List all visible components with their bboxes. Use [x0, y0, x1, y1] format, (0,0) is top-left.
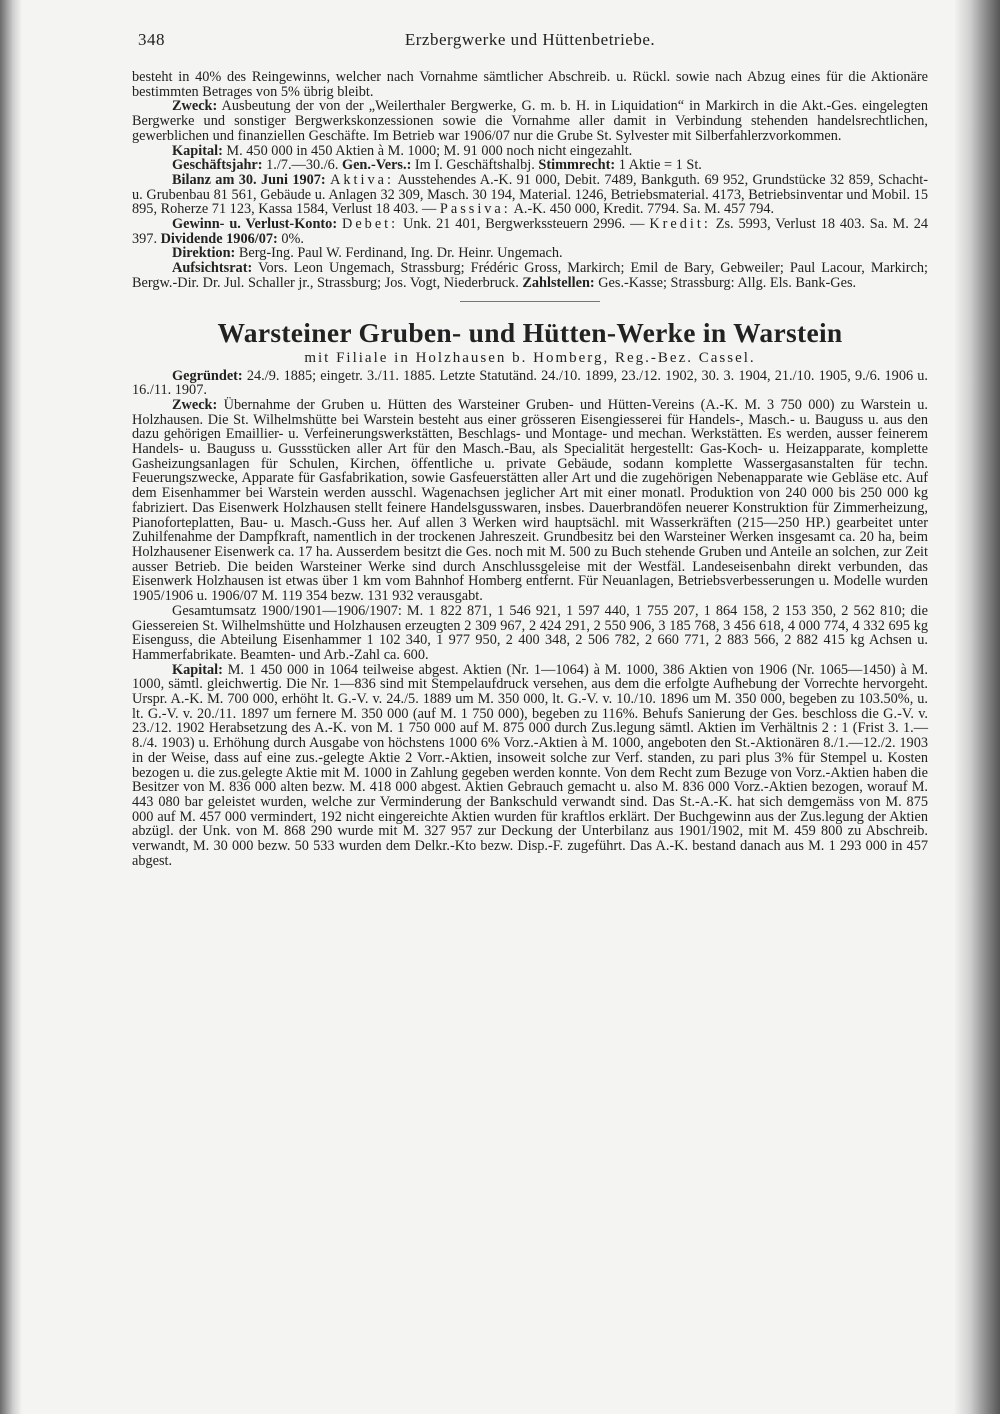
zweck2-label: Zweck:	[172, 396, 218, 413]
page-number: 348	[138, 30, 165, 49]
direktion-label: Direktion:	[172, 245, 236, 262]
entry2-gesamtumsatz: Gesamtumsatz 1900/1901—1906/1907: M. 1 822 871, 1 546 921, 1 597 440, 1 755 207, 1 864 158, 2 153 350, 2 562 810; die Giessereien St. Wilhelmshütte und Holzhausen erzeugten 2 309 967, 2 424 291, 2 550 906, 3 185 768, 3 456 618, 4 000 774, 4 332 695 kg Eisenguss, die Abteilung Eisenhammer 1 102 340, 1 977 950, 2 400 348, 2 506 782, 2 660 771, 2 883 566, 2 882 415 kg Achsen u. Hammerfabrikate. Beamten- und Arb.-Zahl ca. 600.	[132, 602, 928, 663]
entry1-bilanz	[132, 173, 928, 217]
geschaeftsjahr-text: 1./7.—30./6.	[266, 157, 339, 174]
stimmrecht-text: 1 Aktie = 1 St.	[618, 157, 702, 174]
zweck2-text: Übernahme der Gruben u. Hütten des Warsteiner Gruben- und Hütten-Vereins (A.-K. M. 3 750 000) zu Warstein u. Holzhausen. Die St. Wilhelmshütte bei Warstein besteht aus einer grösseren Eisengiesserei für Handels-, Masch.- u. Bauguss u. aus den dazu gehörigen Emaillier- u. Verfeinerungswerkstätten, Beschlags- und Montage- und mechan. Werkstätten. Es werden, ausser feinerem Handels- u. Bauguss u. Gussstücken aller Art für den Masch.-Bau, als Specialität hergestellt: Gas-Koch- u. Heizapparate, komplette Gasheizungsanlagen für Schulen, Kirchen, öffentliche u. private Gebäude, sodann komplette Wassergasanstalten für techn. Feuerungszwecke, Apparate für Gasfabrikation, sowie Gasfeuerstätten aller Art und die zugehörigen Nebenapparate wie Gebläse etc. Auf dem Eisenhammer bei Warstein werden ausschl. Wagenachsen jeglicher Art mit einer monatl. Produktion von 240 000 bis 250 000 kg fabriziert. Das Eisenwerk Holzhausen stellt feinere Handelsgusswaren, insbes. Dauerbrandöfen neuerer Konstruktion für Zimmerheizung, Pianoforteplatten, Bau- u. Masch.-Guss her. Auf allen 3 Werken wird hauptsächl. mit Wasserkräften (215—250 HP.) gearbeitet unter Zuhilfenahme der Dampfkraft, namentlich in der trockenen Jahreszeit. Grundbesitz bei den Warsteiner Werken insgesamt ca. 20 ha, beim Holzhausener Eisenwerk ca. 17 ha. Ausserdem besitzt die Ges. noch mit M. 500 zu Buch stehende Gruben und Anteile an solchen, zur Zeit ausser Betrieb. Die beiden Warsteiner Werke sind durch Anschlussgeleise mit der Westfäl. Landeseisenbahn direkt verbunden, das Eisenwerk Holzhausen ist etwas über 1 km vom Bahnhof Homberg entfernt. Für Neuanlagen, Betriebsverbesserungen u. Modelle wurden 1905/1906 u. 1906/07 M. 119 354 bezw. 131 932 verausgabt.	[132, 396, 928, 605]
guv-kredit: Zs. 5993, Verlust 18 403. Sa. M. 24 397.	[132, 216, 929, 247]
stimmrecht-label: Stimmrecht:	[538, 157, 616, 174]
direktion-text: Berg-Ing. Paul W. Ferdinand, Ing. Dr. Heinr. Ungemach.	[238, 245, 563, 262]
entry2-kapital	[132, 663, 928, 869]
company-subheading: mit Filiale in Holzhausen b. Homberg, Reg.-Bez. Cassel.	[304, 349, 756, 366]
bilanz-label: Bilanz am 30. Juni 1907:	[172, 171, 326, 188]
geschaeftsjahr-label: Geschäftsjahr:	[172, 157, 263, 174]
dividende-text: 0%.	[281, 230, 304, 247]
bilanz-aktiva: Ausstehendes A.-K. 91 000, Debit. 7489, Bankguth. 69 952, Grundstücke 32 859, Schacht- u. Grubenbau 81 561, Gebäude u. Anlagen 32 309, Masch. 30 194, Material. 1246, Betriebsmaterial. 4173, Betriebsinventar und Mobil. 15 895, Roherze 71 123, Kassa 1584, Verlust 18 403. —	[132, 171, 929, 218]
section-divider	[460, 301, 600, 302]
kapital2-text: M. 1 450 000 in 1064 teilweise abgest. Aktien (Nr. 1—1064) à M. 1000, 386 Aktien von 1906 (Nr. 1065—1450) à M. 1000, sämtl. gleichwertig. Die Nr. 1—836 sind mit Stempelaufdruck versehen, aus dem die erfolgte Aufhebung der Vorrechte hervorgeht. Urspr. A.-K. M. 700 000, erhöht lt. G.-V. v. 24./5. 1889 um M. 350 000, lt. G.-V. v. 10./10. 1896 um M. 350 000, begeben zu 103.50%, u. lt. G.-V. v. 20./11. 1897 um fernere M. 350 000 (auf M. 1 750 000), begeben zu 116%. Behufs Sanierung der Ges. beschloss die G.-V. v. 23./12. 1902 Herabsetzung des A.-K. von M. 1 750 000 auf M. 875 000 durch Zus.legung sämtl. Aktien im Verhältnis 2 : 1 (Frist 3. 1.—8./4. 1903) u. Erhöhung durch Ausgabe von höchstens 1000 6% Vorz.-Aktien à M. 1000, angeboten den St.-Aktionären 8./1.—12./2. 1903 in der Weise, dass auf eine zus.-gelegte Aktie 2 Vorr.-Aktien, insoweit solche zur Verf. standen, zu pari plus 3% für Stempel u. Kosten bezogen u. die zus.gelegte Aktie mit M. 1000 in Zahlung gegeben werden konnte. Von dem Recht zum Bezuge von Vorz.-Aktien haben die Besitzer von M. 836 000 alten bezw. M. 418 000 abgest. Aktien Gebrauch gemacht u. also M. 836 000 Vorz.-Aktien bezogen, worauf M. 443 080 bar geleistet wurden, welche zur Verminderung der Bankschuld verwandt sind. Das St.-A.-K. hat sich demgemäss von M. 875 000 auf M. 457 000 vermindert, 192 nicht eingereichte Aktien wurden für kraftlos erklärt. Der Buchgewinn aus der Zus.legung der Aktien abzügl. der Unk. von M. 868 290 wurde mit M. 327 957 zur Deckung der Unterbilanz aus 1901/1902, mit M. 459 800 zu Abschreib. verwandt, M. 30 000 bezw. 50 533 wurden dem Delkr.-Kto bezw. Disp.-F. zugeführt. Das A.-K. bestand danach aus M. 1 293 000 in 457 abgest.	[132, 661, 929, 869]
entry2-gegruendet	[132, 369, 928, 398]
company-heading: Warsteiner Gruben- und Hütten-Werke in Warstein	[217, 316, 843, 348]
entry1-aufsichtsrat	[132, 261, 928, 290]
running-header	[132, 30, 928, 70]
aktiva-word: Aktiva:	[330, 171, 394, 188]
genvers-text: Im I. Geschäftshalbj.	[414, 157, 535, 174]
genvers-label: Gen.-Vers.:	[341, 157, 412, 174]
kredit-word: Kredit:	[649, 216, 711, 233]
dividende-label: Dividende 1906/07:	[160, 230, 278, 247]
page-body	[132, 70, 928, 868]
page-edge-right	[954, 0, 1000, 1414]
guv-label: Gewinn- u. Verlust-Konto:	[172, 216, 338, 233]
entry1-geschaeftsjahr	[132, 158, 928, 173]
aufsichtsrat-label: Aufsichtsrat:	[172, 260, 253, 277]
zweck-label: Zweck:	[172, 98, 218, 115]
gegruendet-label: Gegründet:	[172, 367, 243, 384]
entry1-zweck	[132, 99, 928, 143]
zahlstellen-label: Zahlstellen:	[522, 274, 595, 291]
gegruendet-text: 24./9. 1885; eingetr. 3./11. 1885. Letzte Statutänd. 24./10. 1899, 23./12. 1902, 30. 3. 1904, 21./10. 1905, 9./6. 1906 u. 16./11. 1907.	[132, 367, 928, 399]
kapital-label: Kapital:	[172, 142, 223, 159]
entry2-zweck	[132, 398, 928, 604]
guv-debet: Unk. 21 401, Bergwerkssteuern 2996. —	[403, 216, 645, 233]
entry1-intro: besteht in 40% des Reingewinns, welcher nach Vornahme sämtlicher Abschreib. u. Rückl. sowie nach Abzug eines für die Aktionäre bestimmten Betrages von 5% übrig bleibt.	[132, 69, 928, 100]
aufsichtsrat-text: Vors. Leon Ungemach, Strassburg; Frédéric Gross, Markirch; Emil de Bary, Gebweiler; Paul Lacour, Markirch; Bergw.-Dir. Dr. Jul. Schaller jr., Strassburg; Jos. Vogt, Niederbruck.	[132, 260, 928, 291]
entry1-direktion	[132, 246, 928, 261]
debet-word: Debet:	[342, 216, 399, 233]
kapital-text: M. 450 000 in 450 Aktien à M. 1000; M. 91 000 noch nicht eingezahlt.	[226, 142, 633, 159]
passiva-word: Passiva:	[439, 201, 511, 218]
entry1-guv	[132, 217, 928, 246]
entry1-kapital	[132, 144, 928, 159]
zahlstellen-text: Ges.-Kasse; Strassburg: Allg. Els. Bank-Ges.	[598, 274, 857, 291]
binding-shadow-left	[0, 0, 22, 1414]
running-title: Erzbergwerke und Hüttenbetriebe.	[404, 30, 656, 49]
kapital2-label: Kapital:	[172, 661, 223, 678]
zweck-text: Ausbeutung der von der „Weilerthaler Bergwerke, G. m. b. H. in Liquidation“ in Markirch in die Akt.-Ges. eingelegten Bergwerke und sonstiger Bergwerkskonzessionen sowie die Vornahme aller damit in Verbindung stehenden handelsrechtlichen, gewerblichen und finanziellen Geschäfte. Im Betrieb war 1906/07 nur die Grube St. Sylvester mit Silberfahlerzvorkommen.	[132, 98, 928, 144]
bilanz-passiva: A.-K. 450 000, Kredit. 7794. Sa. M. 457 794.	[513, 201, 775, 218]
